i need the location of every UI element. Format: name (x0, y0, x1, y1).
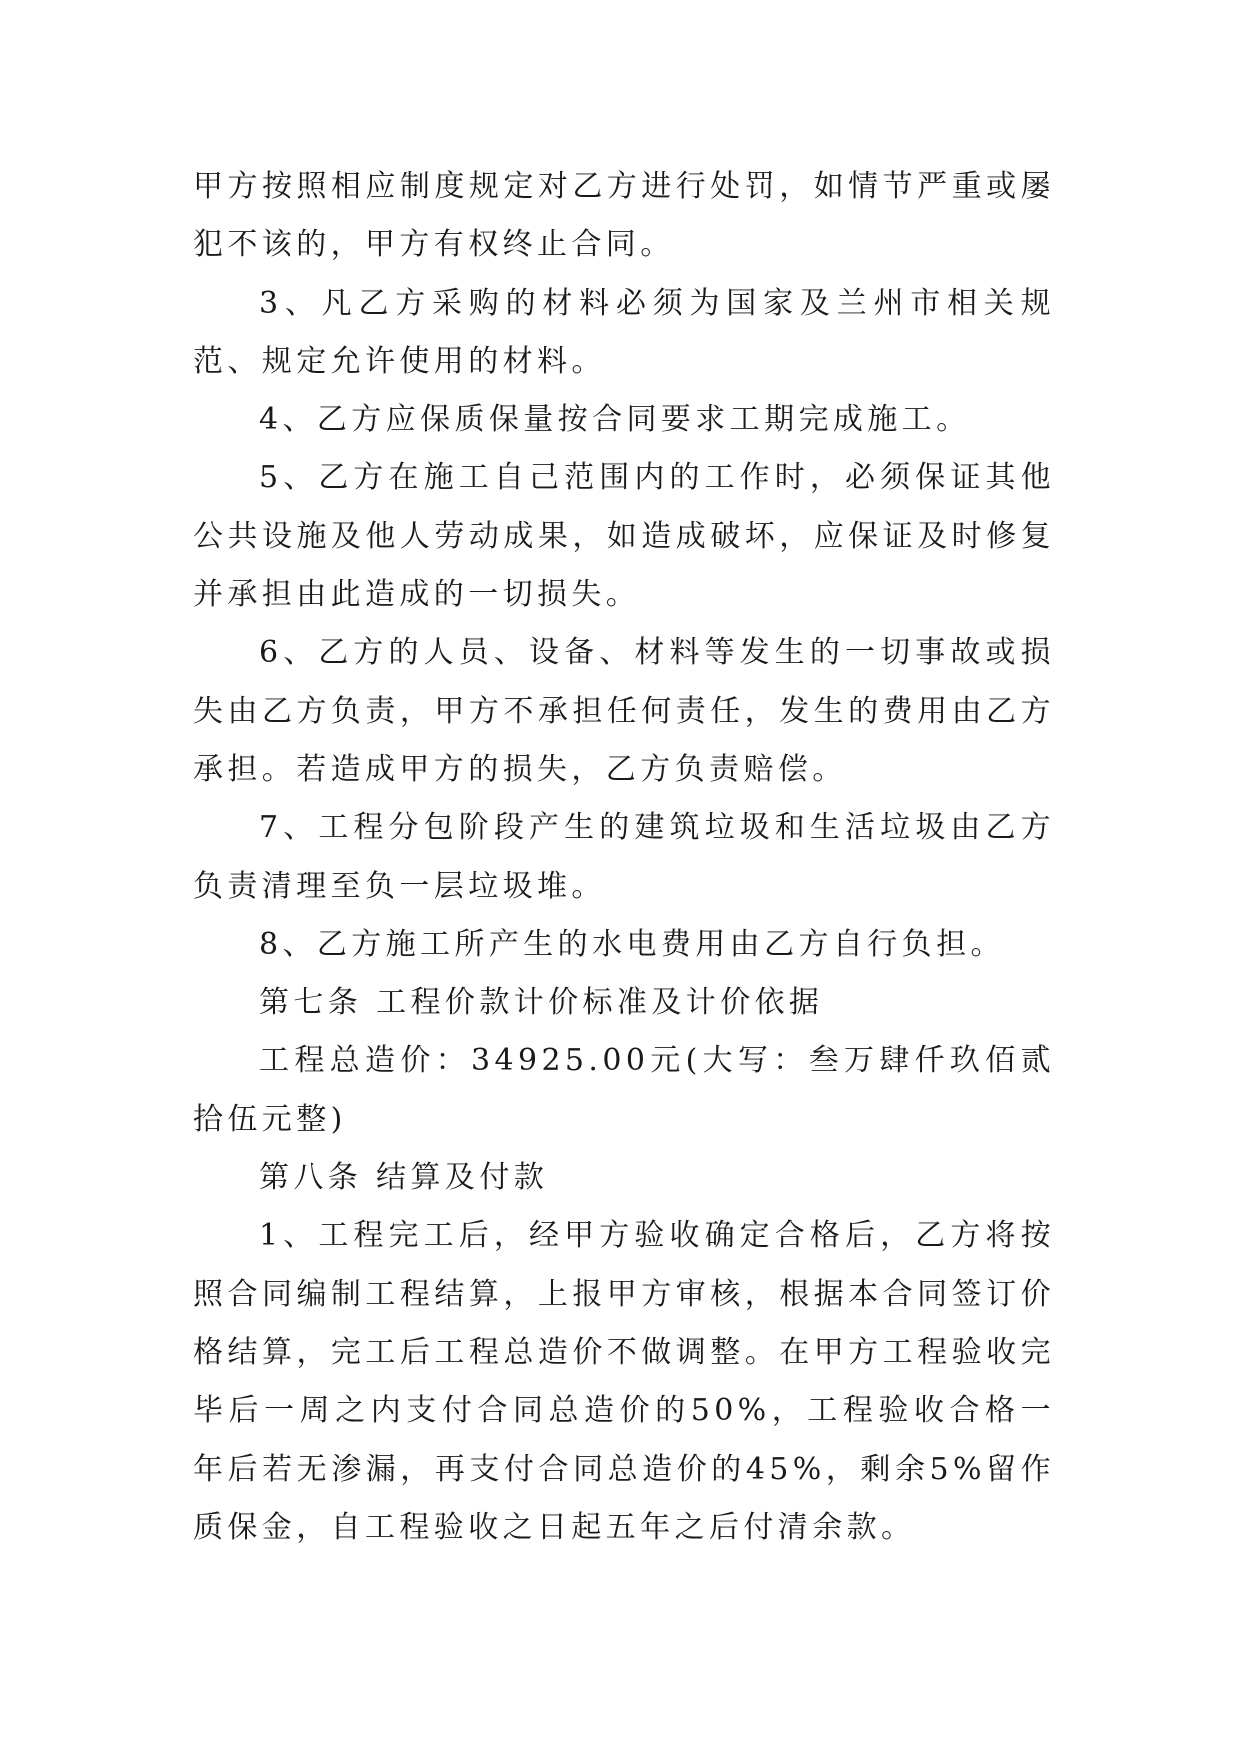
document-page (193, 158, 1055, 1557)
article-7-heading: 第七条 工程价款计价标准及计价依据 (259, 985, 824, 1021)
paragraph-clause-5: 5、乙方在施工自己范围内的工作时，必须保证其他公共设施及他人劳动成果，如造成破坏，应保证及时修复并承担由此造成的一切损失。 (193, 460, 1055, 613)
article-8-heading: 第八条 结算及付款 (259, 1160, 549, 1196)
paragraph-settlement-payment: 1、工程完工后，经甲方验收确定合格后，乙方将按照合同编制工程结算，上报甲方审核，根据本合同签订价格结算，完工后工程总造价不做调整。在甲方工程验收完毕后一周之内支付合同总造价的50%，工程验收合格一年后若无渗漏，再支付合同总造价的45%，剩余5%留作质保金，自工程验收之日起五年之后付清余款。 (193, 1218, 1055, 1545)
paragraph-clause-4: 4、乙方应保质保量按合同要求工期完成施工。 (259, 402, 971, 438)
paragraph-clause-7: 7、工程分包阶段产生的建筑垃圾和生活垃圾由乙方负责清理至负一层垃圾堆。 (193, 810, 1055, 904)
paragraph-penalty-termination: 甲方按照相应制度规定对乙方进行处罚，如情节严重或屡犯不该的，甲方有权终止合同。 (193, 169, 1055, 263)
paragraph-total-cost: 工程总造价：34925.00元(大写：叁万肆仟玖佰贰拾伍元整) (193, 1043, 1055, 1137)
paragraph-clause-6: 6、乙方的人员、设备、材料等发生的一切事故或损失由乙方负责，甲方不承担任何责任，发生的费用由乙方承担。若造成甲方的损失，乙方负责赔偿。 (193, 635, 1055, 787)
paragraph-clause-3: 3、凡乙方采购的材料必须为国家及兰州市相关规范、规定允许使用的材料。 (193, 285, 1055, 379)
paragraph-clause-8: 8、乙方施工所产生的水电费用由乙方自行负担。 (259, 926, 1005, 962)
